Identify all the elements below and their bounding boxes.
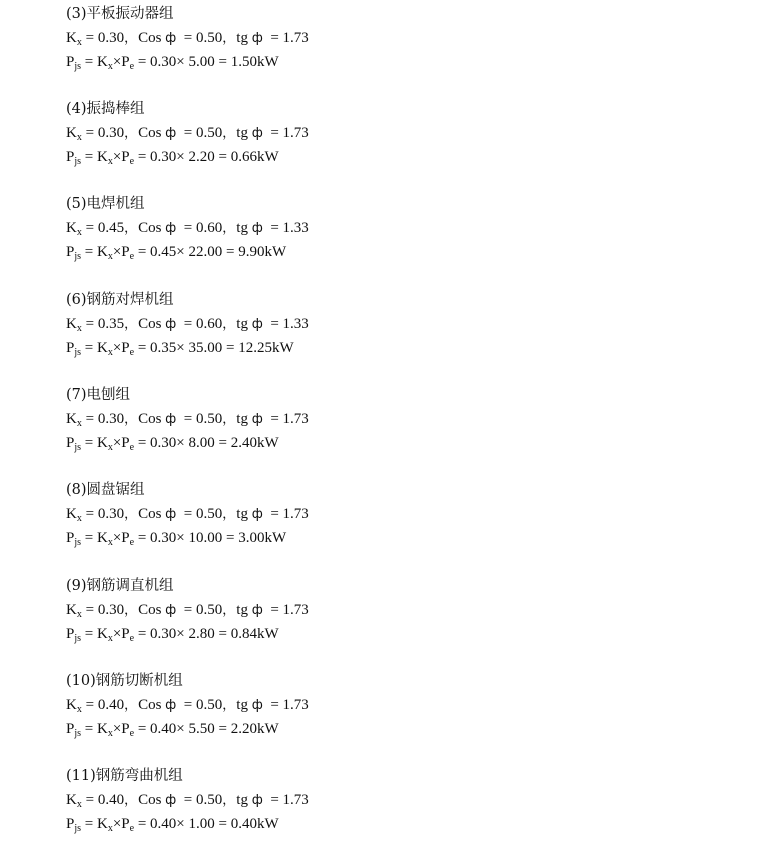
power-calc-line: $P_{js} = K_x\times P_e = 0.45\times 22.00 = 9.90kW$ xyxy=(66,244,287,262)
power-calc-line: $P_{js} = K_x\times P_e = 0.40\times 5.50 = 2.20kW$ xyxy=(66,721,279,739)
coefficient-line: $K_x = 0.30$，Cos ф = 0.50，tg ф = 1.73 xyxy=(66,506,309,524)
coefficient-line: $K_x = 0.40$，Cos ф = 0.50，tg ф = 1.73 xyxy=(66,697,309,715)
coefficient-line: $K_x = 0.30$，Cos ф = 0.50，tg ф = 1.73 xyxy=(66,411,309,429)
coefficient-line: $K_x = 0.45$，Cos ф = 0.60，tg ф = 1.33 xyxy=(66,220,309,238)
power-calc-line: $P_{js} = K_x\times P_e = 0.30\times 2.80 = 0.84kW$ xyxy=(66,626,279,644)
power-calc-line: $P_{js} = K_x\times P_e = 0.30\times 2.20 = 0.66kW$ xyxy=(66,149,279,167)
group-title: (9)钢筋调直机组 xyxy=(66,578,174,594)
group-title: (8)圆盘锯组 xyxy=(66,482,145,498)
coefficient-line: $K_x = 0.30$，Cos ф = 0.50，tg ф = 1.73 xyxy=(66,30,309,48)
coefficient-line: $K_x = 0.30$，Cos ф = 0.50，tg ф = 1.73 xyxy=(66,125,309,143)
group-title: (7)电刨组 xyxy=(66,387,131,403)
group-title: (10)钢筋切断机组 xyxy=(66,673,183,689)
group-title: (11)钢筋弯曲机组 xyxy=(66,768,183,784)
power-calc-line: $P_{js} = K_x\times P_e = 0.30\times 8.00 = 2.40kW$ xyxy=(66,435,279,453)
power-calc-line: $P_{js} = K_x\times P_e = 0.40\times 1.00 = 0.40kW$ xyxy=(66,816,279,834)
coefficient-line: $K_x = 0.30$，Cos ф = 0.50，tg ф = 1.73 xyxy=(66,602,309,620)
group-title: (5)电焊机组 xyxy=(66,196,145,212)
coefficient-line: $K_x = 0.40$，Cos ф = 0.50，tg ф = 1.73 xyxy=(66,792,309,810)
power-calc-line: $P_{js} = K_x\times P_e = 0.30\times 10.00 = 3.00kW$ xyxy=(66,530,287,548)
group-title: (6)钢筋对焊机组 xyxy=(66,292,174,308)
power-calc-line: $P_{js} = K_x\times P_e = 0.35\times 35.00 = 12.25kW$ xyxy=(66,340,294,358)
power-calc-line: $P_{js} = K_x\times P_e = 0.30\times 5.00 = 1.50kW$ xyxy=(66,54,279,72)
group-title: (3)平板振动器组 xyxy=(66,6,174,22)
group-title: (4)振捣棒组 xyxy=(66,101,145,117)
coefficient-line: $K_x = 0.35$，Cos ф = 0.60，tg ф = 1.33 xyxy=(66,316,309,334)
